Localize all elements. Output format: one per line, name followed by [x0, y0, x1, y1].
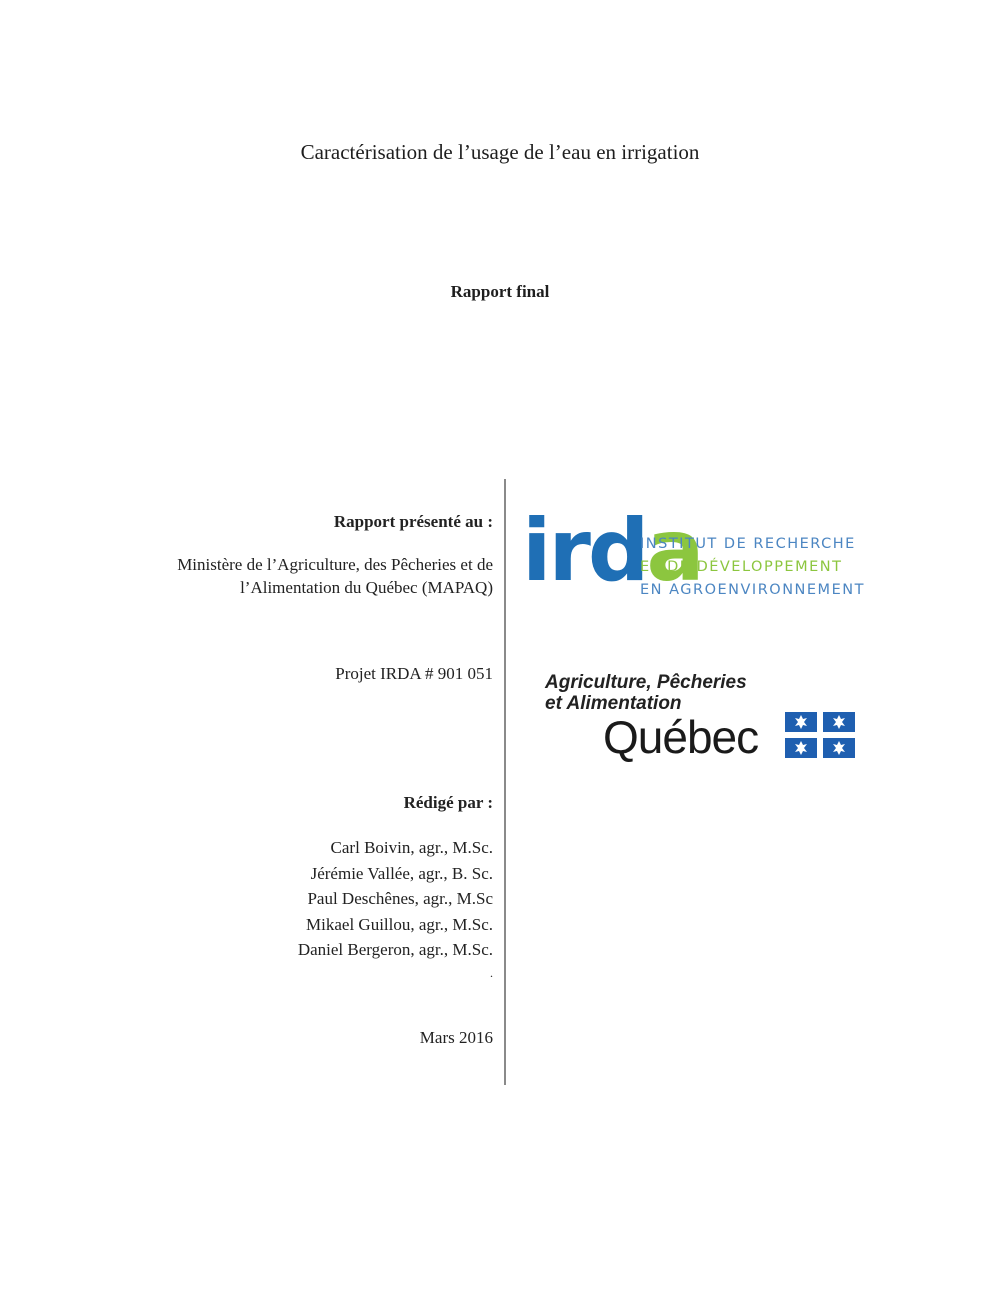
irda-name-line-3: EN AGROENVIRONNEMENT — [640, 582, 865, 598]
irda-full-name — [640, 533, 865, 602]
presented-to-label: Rapport présenté au : — [333, 512, 493, 531]
document-title: Caractérisation de l’usage de l’eau en irrigation — [300, 140, 700, 164]
report-date: Mars 2016 — [419, 1028, 493, 1047]
author-2: Jérémie Vallée, agr., B. Sc. — [310, 864, 493, 883]
mapaq-line-2: et Alimentation — [545, 693, 682, 714]
project-number: Projet IRDA # 901 051 — [335, 664, 493, 683]
ministry-line-1: Ministère de l’Agriculture, des Pêcheries et de — [177, 555, 493, 574]
author-3: Paul Deschênes, agr., M.Sc — [307, 889, 493, 908]
mapaq-ministry-name — [545, 672, 747, 714]
trailing-mark: . — [490, 966, 493, 980]
author-4: Mikael Guillou, agr., M.Sc. — [306, 915, 493, 934]
mapaq-line-1: Agriculture, Pêcheries — [545, 672, 747, 693]
author-1: Carl Boivin, agr., M.Sc. — [330, 838, 493, 857]
author-5: Daniel Bergeron, agr., M.Sc. — [297, 940, 493, 959]
irda-mark-blue: ird — [522, 501, 647, 601]
irda-logo — [522, 501, 882, 605]
mapaq-logo — [545, 672, 865, 772]
quebec-flag-icon — [785, 712, 855, 758]
ministry-line-2: l’Alimentation du Québec (MAPAQ) — [240, 578, 493, 597]
irda-mark-green: a — [646, 501, 702, 601]
document-subtitle: Rapport final — [450, 282, 550, 301]
vertical-divider — [504, 479, 506, 1085]
authors-label: Rédigé par : — [403, 793, 493, 812]
irda-name-line-2: ET DE DÉVELOPPEMENT — [640, 559, 843, 575]
mapaq-quebec-wordmark: Québec — [603, 711, 759, 763]
irda-name-line-1: INSTITUT DE RECHERCHE — [640, 536, 856, 552]
